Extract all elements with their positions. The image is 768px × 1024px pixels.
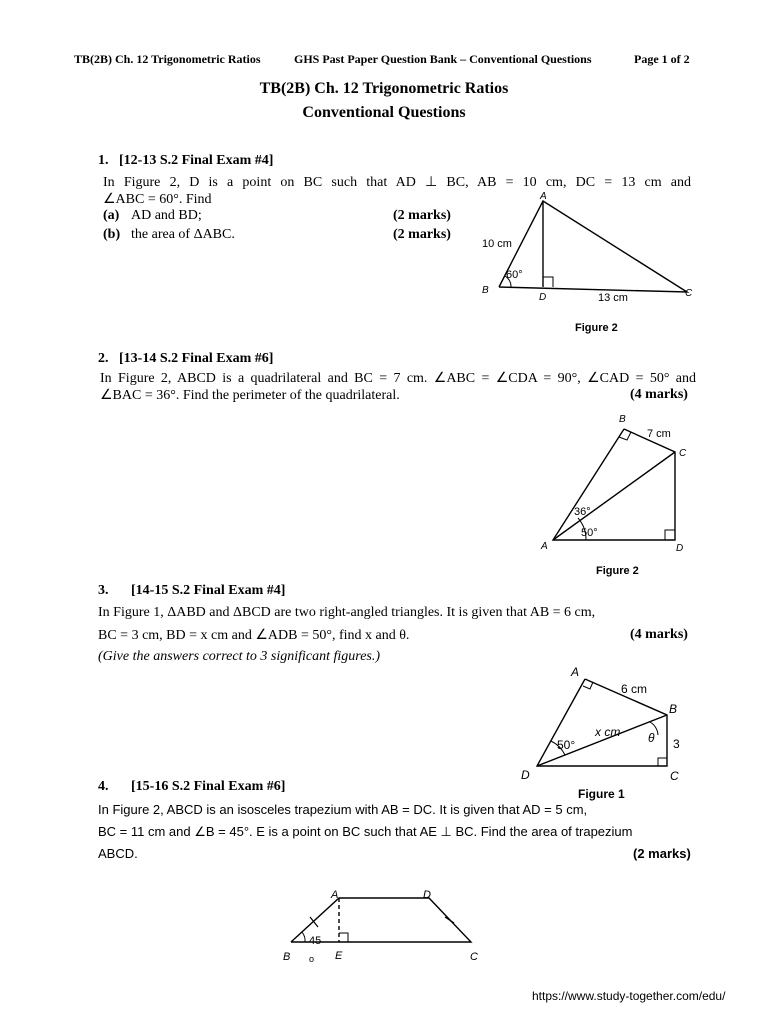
- q4-angle-arc: [302, 932, 305, 942]
- q1-part-a-label: (a): [103, 208, 120, 223]
- q3-ab-length: 6 cm: [621, 682, 648, 696]
- q3-line1: In Figure 1, ΔABD and ΔBCD are two right-angled triangles. It is given that AB = 6 cm,: [98, 605, 596, 620]
- q2-label-c: C: [679, 448, 687, 459]
- q4-source: [15-16 S.2 Final Exam #6]: [131, 779, 286, 794]
- page-subtitle: Conventional Questions: [302, 104, 466, 121]
- page-title: TB(2B) Ch. 12 Trigonometric Ratios: [259, 80, 509, 97]
- q1-ab-length: 10 cm: [482, 238, 512, 250]
- q3-marks: (4 marks): [630, 627, 688, 642]
- q4-label-c: C: [470, 951, 478, 963]
- q1-number: 1.: [98, 153, 109, 168]
- q1-label-a: A: [540, 191, 547, 202]
- q2-figure-caption: Figure 2: [596, 565, 639, 577]
- q2-quadrilateral: [553, 429, 675, 540]
- q4-angle-value: 45: [309, 935, 322, 947]
- q1-triangle: [499, 201, 687, 292]
- q1-label-b: B: [482, 285, 489, 296]
- header-left: TB(2B) Ch. 12 Trigonometric Ratios: [74, 52, 261, 66]
- q2-bc-length: 7 cm: [647, 428, 671, 440]
- q4-label-e: E: [335, 950, 343, 962]
- q4-label-d: D: [423, 889, 431, 901]
- q1-line1: In Figure 2, D is a point on BC such that AD ⊥ BC, AB = 10 cm, DC = 13 cm and: [103, 175, 691, 190]
- q4-label-b: B: [283, 951, 291, 963]
- q3-right-angle-a: [583, 682, 593, 689]
- q3-number: 3.: [98, 583, 109, 598]
- footer-url[interactable]: https://www.study-together.com/edu/: [532, 989, 726, 1003]
- q1-angle-value: 60°: [506, 269, 523, 281]
- q3-label-a: A: [571, 665, 580, 679]
- q1-figure-caption: Figure 2: [575, 322, 618, 334]
- q2-angle-50: 50°: [581, 527, 598, 539]
- q3-source: [14-15 S.2 Final Exam #4]: [131, 583, 286, 598]
- q1-part-b-marks: (2 marks): [393, 227, 451, 242]
- q1-part-b-label: (b): [103, 227, 121, 242]
- q2-number: 2.: [98, 351, 109, 366]
- q2-line2: ∠BAC = 36°. Find the perimeter of the quadrilateral.: [100, 388, 400, 403]
- q4-line1: In Figure 2, ABCD is an isosceles trapezium with AB = DC. It is given that AD = 5 cm,: [98, 802, 588, 817]
- q4-line2: BC = 11 cm and ∠B = 45°. E is a point on BC such that AE ⊥ BC. Find the area of trapezium: [98, 824, 633, 839]
- q1-source: [12-13 S.2 Final Exam #4]: [119, 153, 274, 168]
- q3-theta-label: θ: [648, 731, 655, 745]
- q3-angle-value: 50°: [557, 738, 576, 752]
- q4-label-a: A: [331, 889, 339, 901]
- q2-angle-36: 36°: [574, 506, 591, 518]
- q3-line2: BC = 3 cm, BD = x cm and ∠ADB = 50°, find x and θ.: [98, 628, 410, 643]
- q3-label-c: C: [670, 769, 679, 783]
- q3-line3: (Give the answers correct to 3 significant figures.): [98, 649, 381, 664]
- q3-bc-length: 3: [673, 737, 680, 751]
- q4-number: 4.: [98, 779, 109, 794]
- q2-label-a: A: [541, 541, 548, 552]
- q3-right-angle-c: [658, 758, 667, 766]
- q2-right-angle-d: [665, 530, 675, 540]
- header-middle: GHS Past Paper Question Bank – Conventional Questions: [294, 52, 592, 66]
- q3-bd-length: x cm: [595, 725, 621, 739]
- q4-right-angle-e: [339, 933, 348, 942]
- q3-label-d: D: [521, 768, 530, 782]
- q1-dc-length: 13 cm: [598, 292, 628, 304]
- q1-right-angle-mark: [543, 277, 553, 287]
- header-page: Page 1 of 2: [634, 52, 690, 66]
- q3-figure: [510, 662, 710, 802]
- q4-marks: (2 marks): [633, 846, 691, 861]
- q2-source: [13-14 S.2 Final Exam #6]: [119, 351, 274, 366]
- q2-marks: (4 marks): [630, 387, 688, 402]
- q1-part-a-marks: (2 marks): [393, 208, 451, 223]
- q1-line2: ∠ABC = 60°. Find: [103, 192, 212, 207]
- q4-tick-dc: [445, 917, 454, 923]
- q2-figure: [530, 408, 720, 583]
- q4-degree-mark: o: [309, 954, 315, 964]
- q1-part-a: AD and BD;: [131, 208, 202, 223]
- q2-diagonal-ac: [553, 452, 675, 540]
- q1-figure: [470, 190, 710, 340]
- q2-line1: In Figure 2, ABCD is a quadrilateral and BC = 7 cm. ∠ABC = ∠CDA = 90°, ∠CAD = 50° and: [100, 371, 696, 386]
- q1-part-b: the area of ΔABC.: [131, 227, 235, 242]
- q2-label-d: D: [676, 543, 684, 554]
- q1-label-c: C: [685, 288, 693, 299]
- q4-figure: [270, 880, 500, 970]
- q1-label-d: D: [539, 292, 547, 303]
- q2-label-b: B: [619, 414, 626, 425]
- q3-label-b: B: [669, 702, 678, 716]
- q4-line3: ABCD.: [98, 846, 138, 861]
- q3-figure-caption: Figure 1: [578, 787, 625, 801]
